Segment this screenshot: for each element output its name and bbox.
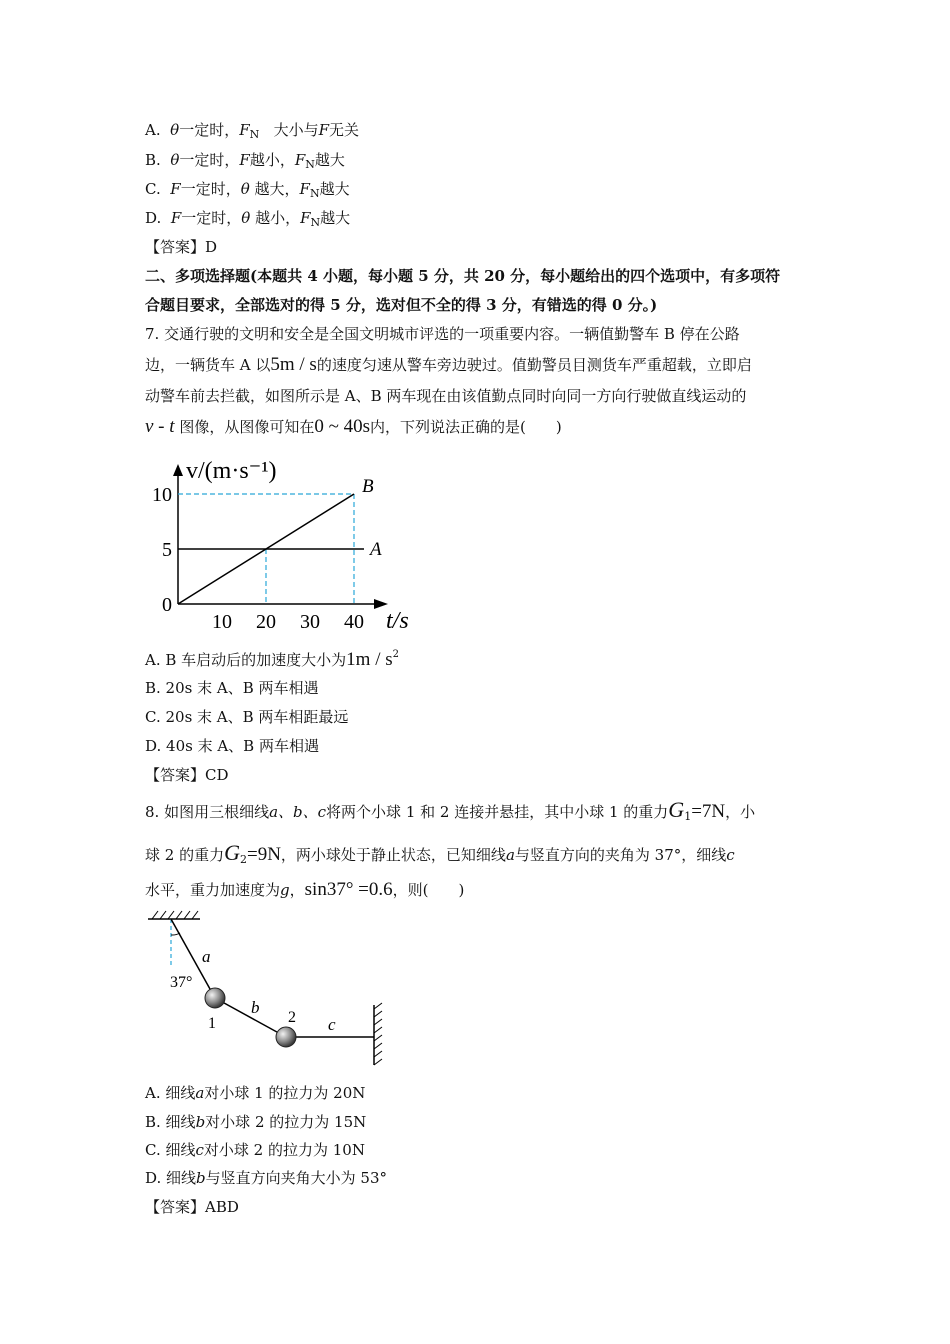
q8-stem-line2: 球 2 的重力$G_2=9N$，两小球处于静止状态，已知细线a与竖直方向的夹角为 37°，细线c [145,840,735,866]
x-tick-label-30: 30 [300,611,320,632]
q7-option-d: D. 40s 末 A、B 两车相遇 [145,737,319,755]
q8-option-c: C. 细线c对小球 2 的拉力为 10N [145,1141,365,1159]
wall-hatch [374,1003,382,1065]
label-angle: 37° [170,974,193,991]
y-tick-label-5: 5 [162,539,172,561]
q7-stem-line3: 动警车前去拦截，如图所示是 A、B 两车现在由该值勤点同时向同一方向行驶做直线运动的 [145,387,747,405]
q8-option-d: D. 细线b与竖直方向夹角大小为 53° [145,1169,387,1187]
label-ball-2: 2 [288,1009,296,1026]
q6-option-d: D. F一定时，θ 越小，$F_N$越大 [145,209,351,229]
section-heading-line2: 合题目要求，全部选对的得 5 分，选对但不全的得 3 分，有错选的得 0 分。) [145,296,658,314]
q6-option-a: A. θ一定时，$F_N$ 大小与F无关 [145,121,360,141]
x-axis-label: t/s [386,608,409,632]
label-a: a [202,947,211,966]
vt-chart [150,452,420,632]
q6-option-b: B. θ一定时，F越小，$F_N$越大 [145,151,345,171]
ball-2 [276,1027,296,1047]
x-tick-label-40: 40 [344,611,364,632]
origin-label: 0 [162,594,172,616]
q7-stem-line1: 7. 交通行驶的文明和安全是全国文明城市评选的一项重要内容。一辆值勤警车 B 停在公路 [145,325,740,343]
ceiling-hatch [152,911,198,919]
q8-answer: 【答案】ABD [145,1198,239,1216]
series-b-label: B [362,476,374,497]
q8-figure [140,905,400,1075]
y-axis-label: v/(m·s⁻¹) [186,458,277,484]
q7-option-a: A. B 车启动后的加速度大小为$1m / s^2$ [145,649,399,670]
q8-stem-line1: 8. 如图用三根细线a、b、c将两个小球 1 和 2 连接并悬挂，其中小球 1 的重力$G_1=7N$，小 [145,797,756,823]
x-tick-label-20: 20 [256,611,276,632]
x-tick-label-10: 10 [212,611,232,632]
q8-stem-line3: 水平，重力加速度为g，sin37° =0.6，则( ) [145,879,465,900]
q6-option-c: C. F一定时，θ 越大，$F_N$越大 [145,180,350,200]
q7-option-b: B. 20s 末 A、B 两车相遇 [145,679,319,697]
q7-answer: 【答案】CD [145,766,229,784]
section-heading-line1: 二、多项选择题(本题共 4 小题，每小题 5 分，共 20 分，每小题给出的四个选项中，有多项符 [145,267,781,285]
ball-1 [205,988,225,1008]
series-a-label: A [370,539,382,560]
q6-answer: 【答案】D [145,238,218,256]
label-ball-1: 1 [208,1015,216,1032]
y-tick-label-10: 10 [152,484,172,506]
label-c: c [328,1015,336,1034]
q8-option-a: A. 细线a对小球 1 的拉力为 20N [145,1084,366,1102]
label-b: b [251,998,260,1017]
q8-option-b: B. 细线b对小球 2 的拉力为 15N [145,1113,367,1131]
q7-stem-line2: 边，一辆货车 A 以5m / s的速度匀速从警车旁边驶过。值勤警员目测货车严重超载，立即启 [145,354,752,375]
y-axis-arrow [173,464,183,476]
q7-option-c: C. 20s 末 A、B 两车相距最远 [145,708,349,726]
q7-stem-line4: v - t 图像，从图像可知在0 ~ 40s内，下列说法正确的是( ) [145,416,562,437]
